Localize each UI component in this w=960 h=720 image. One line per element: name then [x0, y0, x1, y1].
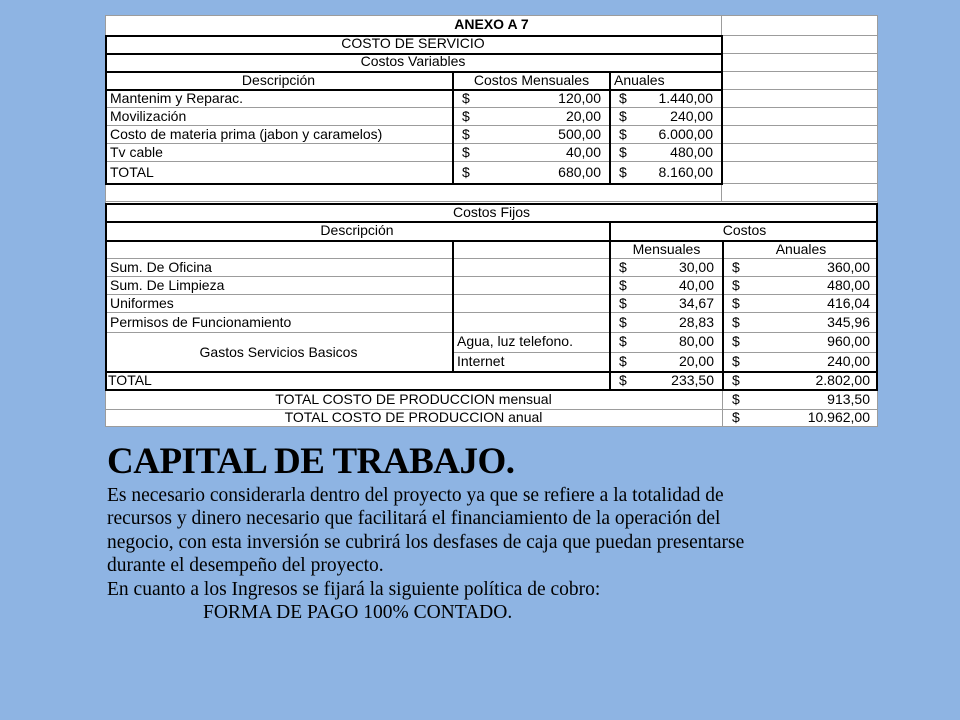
paragraph-line: negocio, con esta inversión se cubrirá los desfases de caja que puedan presentarse [107, 531, 745, 553]
fixed-total-monthly: $ 233,50 [619, 372, 714, 388]
fixed-total-annual: $ 2.802,00 [732, 372, 870, 388]
fixed-row-monthly: $ 30,00 [619, 259, 714, 275]
var-row-monthly: $ 500,00 [462, 126, 601, 142]
production-monthly-label: TOTAL COSTO DE PRODUCCION mensual [275, 391, 552, 407]
basic-service-annual: $ 240,00 [732, 353, 870, 369]
fixed-row-monthly: $ 40,00 [619, 277, 714, 293]
spreadsheet-image [105, 15, 878, 427]
fixed-header-annual: Anuales [775, 241, 827, 257]
paragraph-line: durante el desempeño del proyecto. [107, 555, 384, 577]
var-row-monthly: $ 680,00 [462, 164, 601, 180]
fixed-row-description: Sum. De Oficina [110, 259, 212, 275]
basic-service-item: Internet [457, 353, 505, 369]
var-row-annual: $ 1.440,00 [619, 90, 713, 106]
fixed-row-annual: $ 416,04 [732, 295, 870, 311]
fixed-row-description: Sum. De Limpieza [110, 277, 225, 293]
fixed-row-monthly: $ 34,67 [619, 295, 714, 311]
production-monthly-value: $ 913,50 [732, 391, 870, 407]
paragraph-line: Es necesario considerarla dentro del proyecto ya que se refiere a la totalidad de [107, 485, 724, 506]
annex-title: ANEXO A 7 [454, 16, 529, 32]
working-capital-section [107, 440, 907, 624]
var-row-description: TOTAL [110, 164, 154, 180]
var-row-annual: $ 240,00 [619, 108, 713, 124]
var-row-description: Tv cable [110, 144, 163, 160]
production-annual-value: $ 10.962,00 [732, 409, 870, 425]
fixed-row-annual: $ 480,00 [732, 277, 870, 293]
fixed-header-monthly: Mensuales [632, 241, 701, 257]
var-row-monthly: $ 40,00 [462, 144, 601, 160]
var-row-description: Movilización [110, 108, 187, 124]
fixed-header-costs: Costos [722, 222, 767, 238]
var-row-description: Costo de materia prima (jabon y caramelos) [110, 126, 383, 142]
var-header-annual: Anuales [614, 72, 665, 88]
paragraph-line: recursos y dinero necesario que facilitará el financiamiento de la operación del [107, 508, 721, 530]
var-row-monthly: $ 20,00 [462, 108, 601, 124]
basic-service-monthly: $ 80,00 [619, 333, 714, 349]
payment-terms: FORMA DE PAGO 100% CONTADO. [203, 602, 513, 624]
fixed-row-description: Permisos de Funcionamiento [110, 314, 292, 330]
var-row-monthly: $ 120,00 [462, 90, 601, 106]
service-cost-title: COSTO DE SERVICIO [341, 35, 485, 51]
fixed-header-description: Descripción [320, 222, 394, 238]
fixed-costs-title: Costos Fijos [452, 204, 531, 220]
production-annual-label: TOTAL COSTO DE PRODUCCION anual [284, 409, 543, 425]
var-row-annual: $ 8.160,00 [619, 164, 713, 180]
fixed-row-monthly: $ 28,83 [619, 314, 714, 330]
fixed-total-label: TOTAL [108, 372, 152, 388]
var-header-monthly: Costos Mensuales [473, 72, 590, 88]
basic-services-label: Gastos Servicios Basicos [199, 344, 358, 360]
section-title: CAPITAL DE TRABAJO. [107, 441, 515, 482]
variable-costs-subtitle: Costos Variables [360, 53, 466, 69]
var-header-description: Descripción [241, 72, 316, 88]
var-row-annual: $ 6.000,00 [619, 126, 713, 142]
basic-service-item: Agua, luz telefono. [457, 333, 573, 349]
basic-service-monthly: $ 20,00 [619, 353, 714, 369]
fixed-row-description: Uniformes [110, 295, 174, 311]
fixed-row-annual: $ 345,96 [732, 314, 870, 330]
var-row-description: Mantenim y Reparac. [110, 90, 244, 106]
basic-service-annual: $ 960,00 [732, 333, 870, 349]
var-row-annual: $ 480,00 [619, 144, 713, 160]
policy-text: En cuanto a los Ingresos se fijará la siguiente política de cobro: [107, 578, 601, 600]
fixed-row-annual: $ 360,00 [732, 259, 870, 275]
